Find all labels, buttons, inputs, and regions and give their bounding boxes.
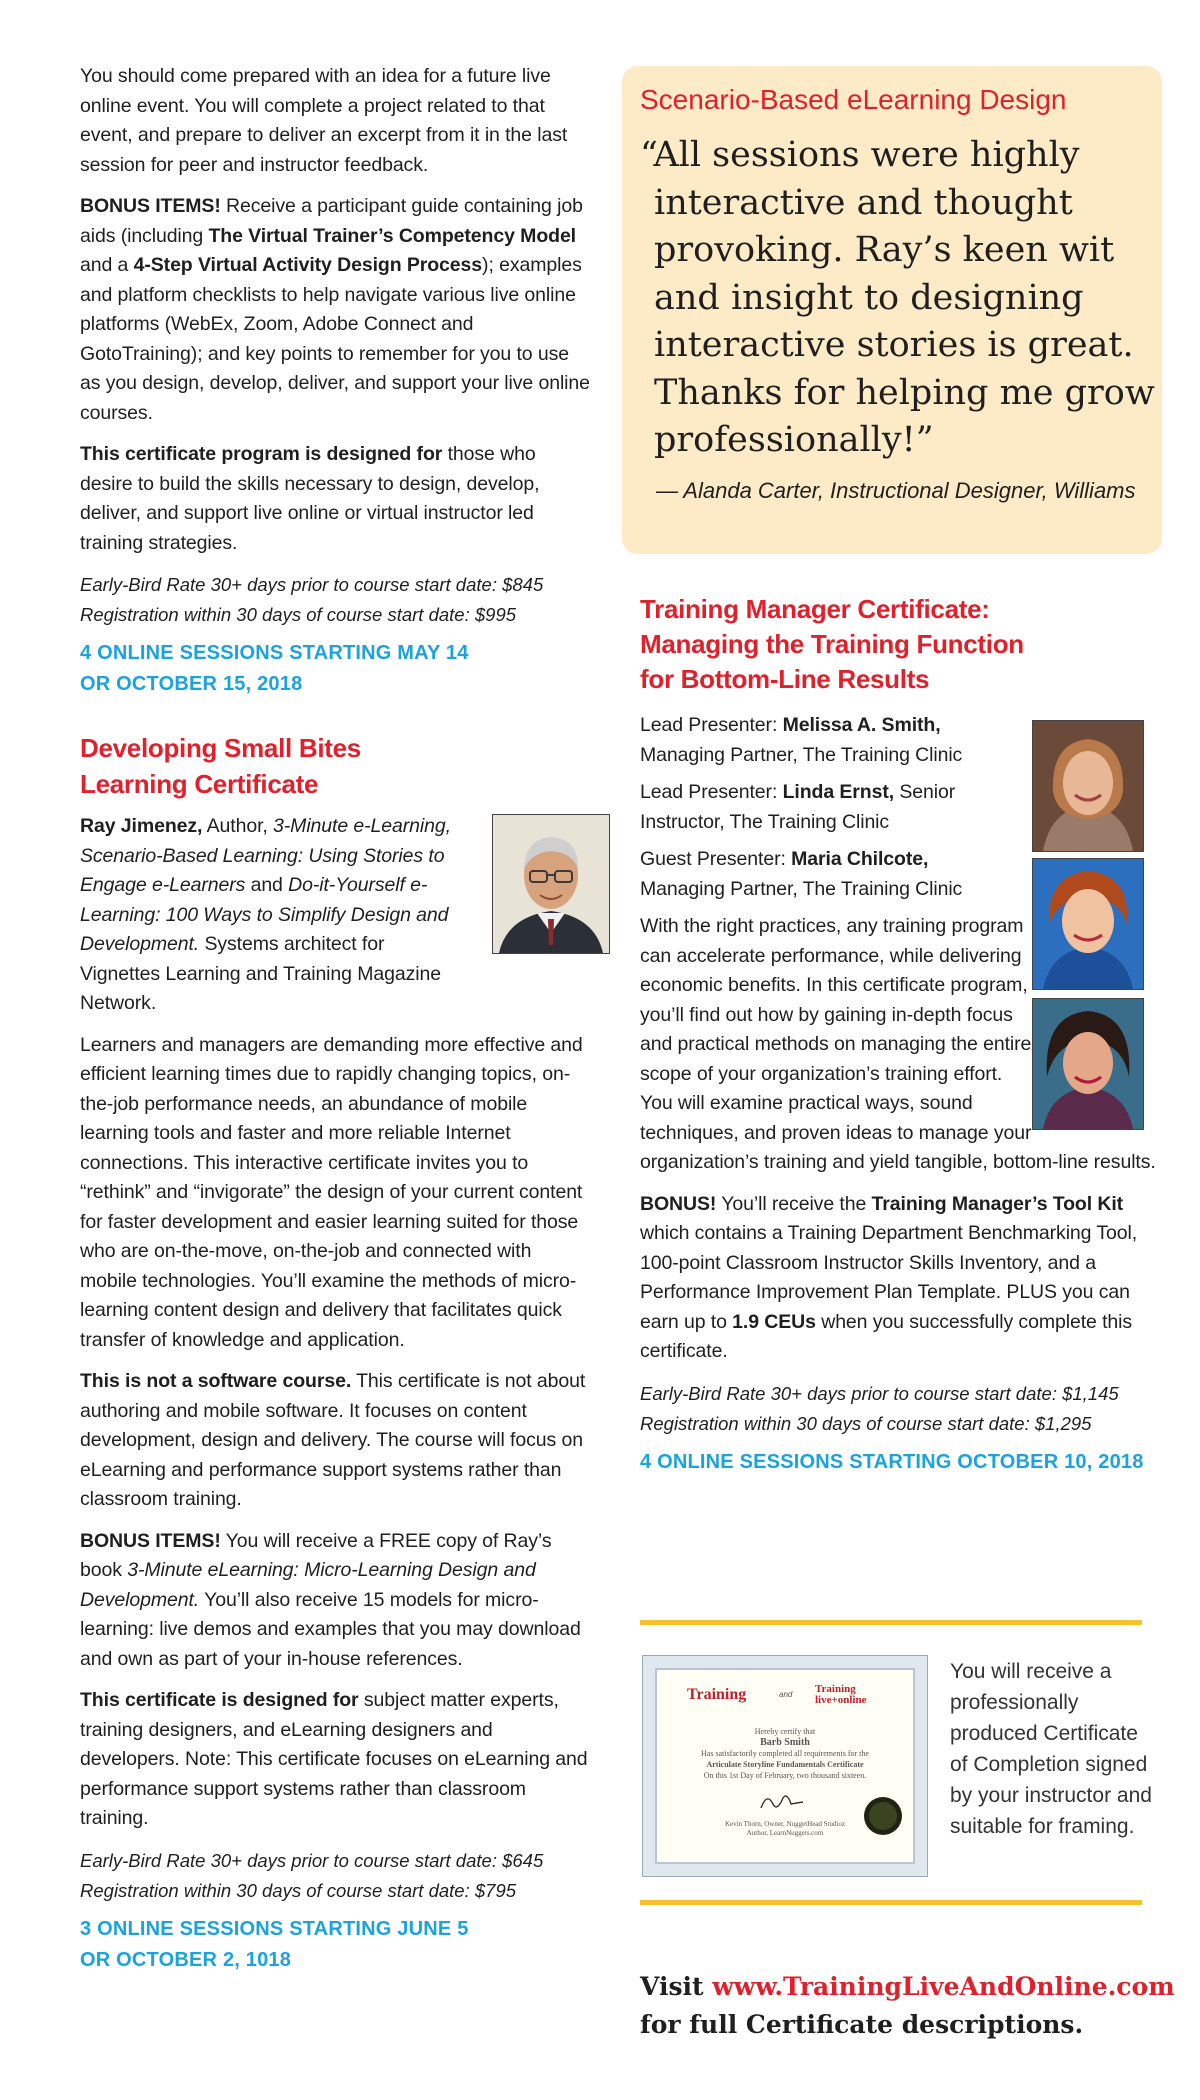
sessions-line: 3 ONLINE SESSIONS STARTING JUNE 5 [80,1917,469,1940]
presenter-role: Lead Presenter: [640,714,783,736]
signature-icon [757,1790,807,1814]
certificate-name: Barb Smith [760,1737,810,1748]
section-title-line: Managing the Training Function [640,629,1024,659]
bonus-bold: The Virtual Trainer’s Competency Model [208,224,577,247]
bonus-text: You’ll receive the [716,1192,872,1215]
section-title-line: Learning Certificate [80,769,319,799]
certificate-frame [655,1668,915,1864]
certificate-line: On this 1st Day of February, two thousand sixteen. [703,1771,867,1780]
certificate-logo-and: and [779,1690,793,1699]
book-title: Do-it-Yourself e-Learning: 100 Ways to Simplify Design and Development. [80,874,449,955]
sessions-info [80,638,590,700]
book-title: 3-Minute e-Learning, Scenario-Based Learning: Using Stories to Engage e-Learners [80,815,451,896]
presenter-photo [1032,720,1144,852]
bio-text: Systems architect for Vignettes Learning and Training Magazine Network. [80,933,441,1014]
presenter-name: Melissa A. Smith, [782,714,941,736]
bonus-bold: Training Manager’s Tool Kit [871,1192,1124,1215]
visit-prefix: Visit [640,1972,713,2001]
early-bird-rate: Early-Bird Rate 30+ days prior to course start date: $645 [80,1849,544,1871]
website-link[interactable]: www.TrainingLiveAndOnline.com [712,1972,1175,2001]
designed-for-paragraph [80,1686,590,1834]
bonus-paragraph [640,1190,1160,1367]
presenter-bio [80,812,465,1019]
bonus-text: ); examples and platform checklists to help navigate various live online platforms (WebEx, Zoom, Adobe Connect and GotoTraining); and key points to remember for you to use as you design, develop, deliver, and support your live online courses. [80,254,590,424]
certificate-description: You will receive a professionally produced Certificate of Completion signed by your instructor and suitable for framing. [950,1660,1152,1838]
book-title: 3-Minute eLearning: Micro-Learning Design and Development. [80,1559,536,1611]
certificate-text [657,1726,913,1781]
bonus-bold: 4-Step Virtual Activity Design Process [133,254,483,276]
presenter-name: Linda Ernst, [782,781,895,803]
bonus-label: BONUS ITEMS! [80,195,221,217]
woman-portrait-icon [1033,999,1143,1129]
bonus-text: Receive a participant guide containing job aids (including [80,195,583,247]
man-portrait-icon [493,815,609,953]
bonus-text: You’ll also receive 15 models for micro-learning: live demos and examples that you may download and own as part of your in-house references. [80,1588,581,1670]
certificate-logo: Training live+online [815,1683,867,1706]
course-body [640,912,1160,1478]
section-title-line: Training Manager Certificate: [640,594,990,624]
bio-text: and [245,874,289,896]
not-software-label: This is not a software course. [80,1370,352,1392]
testimonial-attribution: — Alanda Carter, Instructional Designer, Williams [656,478,1136,503]
presenter-title: Instructor, The Training Clinic [640,810,890,833]
designed-for-label: This certificate is designed for [80,1689,359,1711]
section-title-line: Developing Small Bites [80,733,361,763]
visit-website [640,1968,1180,2044]
presenter-role: Lead Presenter: [640,781,783,803]
bonus-items-paragraph [80,192,590,428]
not-software-paragraph [80,1367,590,1515]
sessions-info [80,1914,590,1976]
registration-rate: Registration within 30 days of course start date: $795 [80,1879,517,1901]
bonus-label: BONUS! [640,1192,717,1215]
course-description-text: With the right practices, any training program can accelerate performance, while delivering economic benefits. In this certificate program, you’ll find out how by gaining in-depth focus and practical methods on managing the entire scope of your organization’s training effort. You will examine practical ways, sound techniques, and proven ideas to manage your organization’s training and yield tangible, bottom-line results. [640,915,1156,1173]
presenter-role: Guest Presenter: [640,848,792,870]
not-software-text: This certificate is not about authoring and mobile software. It focuses on content development, design and delivery. The course will focus on eLearning and performance support systems rather than classroom training. [80,1370,586,1510]
sessions-line: 4 ONLINE SESSIONS STARTING MAY 14 [80,642,469,664]
presenter-title: Managing Partner, The Training Clinic [640,743,963,766]
bonus-items-paragraph [80,1527,590,1675]
presenter-title: Senior [894,781,956,803]
sessions-line: OR OCTOBER 15, 2018 [80,673,303,695]
registration-rate: Registration within 30 days of course start date: $1,295 [640,1412,1092,1434]
woman-portrait-icon [1033,721,1143,851]
presenter-photo [1032,858,1144,990]
designed-for-text: subject matter experts, training designers, and eLearning designers and developers. Note: This certificate focuses on eLearning and performance support systems rather than classroom training. [80,1689,588,1829]
bonus-text: and a [80,254,134,276]
left-column [80,62,590,1976]
presenter-entry [640,845,1040,904]
designed-for-paragraph [80,440,590,558]
certificate-line: Articulate Storyline Fundamentals Certificate [706,1760,864,1769]
intro-paragraph: You should come prepared with an idea for a future live online event. You will complete a project related to that event, and prepare to deliver an excerpt from it in the last session for peer and instructor feedback. [80,65,568,176]
early-bird-rate: Early-Bird Rate 30+ days prior to course start date: $845 [80,574,544,595]
divider [640,1900,1142,1905]
certificate-logo: Training [687,1686,747,1703]
section-title [640,592,1160,697]
presenter-block [80,812,590,1019]
early-bird-rate: Early-Bird Rate 30+ days prior to course start date: $1,145 [640,1382,1119,1404]
bonus-text: You will receive a FREE copy of Ray’s book [80,1529,552,1581]
presenter-name: Maria Chilcote, [791,848,929,870]
bonus-label: BONUS ITEMS! [80,1529,221,1552]
designed-for-text: those who desire to build the skills necessary to design, develop, deliver, and support live online or virtual instructor led training strategies. [80,443,540,554]
presenter-title: Managing Partner, The Training Clinic [640,877,963,900]
seal-icon [863,1796,903,1836]
registration-rate: Registration within 30 days of course start date: $995 [80,604,517,625]
section-title-line: for Bottom-Line Results [640,664,930,694]
certificate-line: Hereby certify that [754,1727,816,1736]
certificate-line: Author, LearnNuggets.com [746,1829,824,1837]
bio-text: Author, [202,815,274,837]
woman-portrait-icon [1033,859,1143,989]
divider [640,1620,1142,1625]
testimonial-box [622,66,1162,554]
course-description: Learners and managers are demanding more effective and efficient learning times due to rapidly changing topics, on-the-job performance needs, an abundance of mobile learning tools and faster and more reliable Internet connections. This interactive certificate invites you to “rethink” and “invigorate” the design of your current content for faster development and easier learning suited for those who are on-the-move, on-the-job and connected with mobile technologies. You’ll examine the methods of micro-learning content design and delivery that facilitates quick transfer of knowledge and application. [80,1033,583,1351]
certificate-line: Has satisfactorily completed all requirements for the [701,1749,869,1758]
presenter-photo [492,814,610,954]
designed-for-label: This certificate program is designed for [80,443,443,465]
testimonial-title: Scenario-Based eLearning Design [640,84,1067,115]
certificate-line: Kevin Thorn, Owner, NuggetHead Studioz [724,1820,846,1828]
testimonial-quote: “All sessions were highly interactive and thought provoking. Ray’s keen wit and insight to designing interactive stories is great. Thanks for helping me grow professionally!” [640,135,1155,460]
bonus-bold: 1.9 CEUs [732,1310,816,1333]
sessions-line: OR OCTOBER 2, 1018 [80,1948,292,1971]
presenter-entry [640,778,1040,837]
bonus-text: when you successfully complete this certificate. [640,1310,1133,1362]
certificate-image [642,1655,928,1877]
presenter-name: Ray Jimenez, [80,815,203,837]
visit-suffix: for full Certificate descriptions. [640,2010,1084,2039]
section-title [80,730,590,802]
presenter-photo [1032,998,1144,1130]
sessions-info: 4 ONLINE SESSIONS STARTING OCTOBER 10, 2018 [640,1450,1144,1473]
presenter-entry [640,711,1040,770]
bonus-text: which contains a Training Department Benchmarking Tool, 100-point Classroom Instructor Skills Inventory, and a Performance Improvement Plan Template. PLUS you can earn up to [640,1222,1138,1333]
presenters-list [640,711,1040,904]
